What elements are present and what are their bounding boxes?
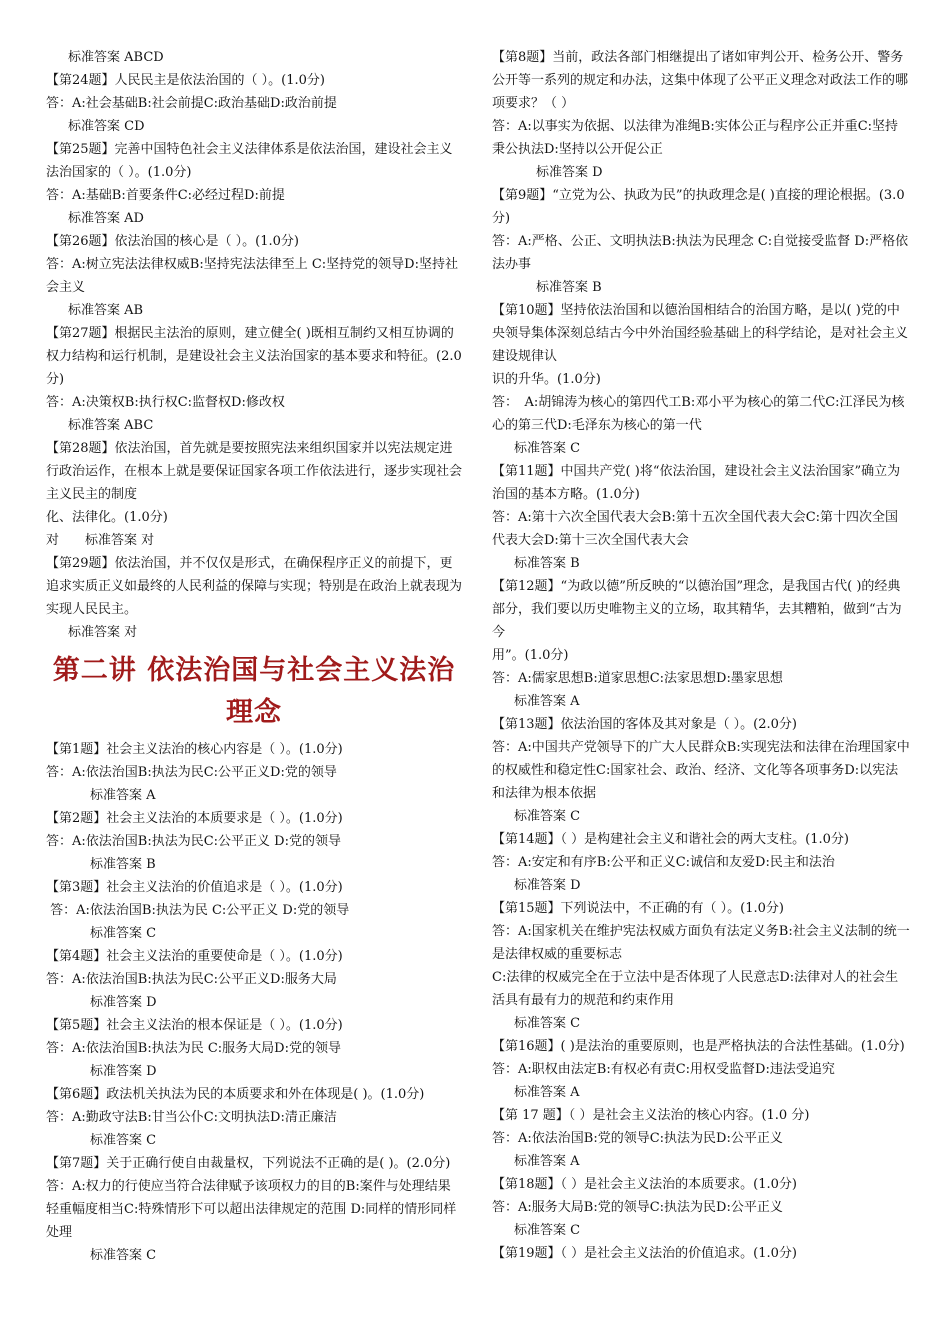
question-line: 【第12题】“为政以德”所反映的“以德治国”理念，是我国古代( )的经典部分，我们要以历史唯物主义的立场，取其精华，去其糟粕，做到“古为今 [492,579,902,640]
question-line: 答：A:依法治国B:执法为民C:公平正义D:服务大局 [46,972,337,987]
question-line: 答：A:依法治国B:党的领导C:执法为民D:公平正义 [492,1131,783,1146]
question-line: 【第13题】依法治国的客体及其对象是（ ）。(2.0分) [492,717,797,732]
question-line: 答：A:安定和有序B:公平和正义C:诚信和友爱D:民主和法治 [492,855,835,870]
answer-line: 标准答案 C [514,1223,581,1238]
question-line: 【第7题】关于正确行使自由裁量权，下列说法不正确的是( )。(2.0分) [46,1156,451,1171]
question-line: 答：A:勤政守法B:甘当公仆C:文明执法D:清正廉洁 [46,1110,337,1125]
question-line: 【第28题】依法治国，首先就是要按照宪法来组织国家并以宪法规定进行政治运作，在根本上就是要保证国家各项工作依法进行，逐步实现社会主义民主的制度 [46,441,463,502]
question-line: 【第2题】社会主义法治的本质要求是（ ）。(1.0分) [46,811,343,826]
question-line: 【第1题】社会主义法治的核心内容是（ ）。(1.0分) [46,742,343,757]
answer-line: 标准答案 D [514,878,581,893]
question-line: 答：A:第十六次全国代表大会B:第十五次全国代表大会C:第十四次全国代表大会D:第十三次全国代表大会 [492,510,899,548]
question-line: 【第15题】下列说法中，不正确的有（ ）。(1.0分) [492,901,784,916]
answer-line: 标准答案 CD [68,119,145,134]
question-line: 【第26题】依法治国的核心是（ ）。(1.0分) [46,234,299,249]
question-line: 对 标准答案 对 [46,533,155,548]
left-question-block-2 [46,738,462,1267]
question-line: 【第29题】依法治国，并不仅仅是形式，在确保程序正义的前提下，更追求实质正义如最终的人民利益的保障与实现；特别是在政治上就表现为实现人民民主。 [46,556,463,617]
answer-line: 标准答案 D [536,165,603,180]
answer-line: 标准答案 AD [68,211,144,226]
question-line: 答：A:中国共产党领导下的广大人民群众B:实现宪法和法律在治理国家中的权威性和稳定性C:国家社会、政治、经济、文化等各项事务D:以宪法和法律为根本依据 [492,740,910,801]
section-heading: 第二讲 依法治国与社会主义法治理念 [52,655,456,728]
question-line: 【第27题】根据民主法治的原则，建立健全( )既相互制约又相互协调的权力结构和运行机制，是建设社会主义法治国家的基本要求和特征。(2.0分) [46,326,462,387]
question-line: 【第4题】社会主义法治的重要使命是（ ）。(1.0分) [46,949,343,964]
question-line: 答： A:胡锦涛为核心的第四代工B:邓小平为核心的第二代C:江泽民为核心的第三代D:毛泽东为核心的第一代 [492,395,905,433]
question-line: 答：A:依法治国B:执法为民C:公平正义D:党的领导 [46,765,337,780]
question-line: 【第8题】当前，政法各部门相继提出了诸如审判公开、检务公开、警务公开等一系列的规定和办法，这集中体现了公平正义理念对政法工作的哪项要求？（ ） [492,50,909,111]
question-line: 【第11题】中国共产党( )将“依法治国，建设社会主义法治国家”确立为治国的基本方略。(1.0分) [492,464,901,502]
question-line: 【第14题】（ ）是构建社会主义和谐社会的两大支柱。(1.0分) [492,832,849,847]
question-line: 【第3题】社会主义法治的价值追求是（ ）。(1.0分) [46,880,343,895]
answer-line: 标准答案 ABCD [68,50,164,65]
question-line: 【第19题】（ ）是社会主义法治的价值追求。(1.0分) [492,1246,797,1261]
question-line: 【第25题】完善中国特色社会主义法律体系是依法治国，建设社会主义法治国家的（ ）。(1.0分) [46,142,453,180]
question-line: 答：A:职权由法定B:有权必有责C:用权受监督D:违法受追究 [492,1062,835,1077]
answer-line: 标准答案 D [90,1064,157,1079]
question-line: 答：A:儒家思想B:道家思想C:法家思想D:墨家思想 [492,671,783,686]
question-line: 答：A:决策权B:执行权C:监督权D:修改权 [46,395,285,410]
question-line: 答：A:树立宪法法律权威B:坚持宪法法律至上 C:坚持党的领导D:坚持社会主义 [46,257,458,295]
answer-line: 标准答案 C [90,1248,157,1263]
answer-line: 标准答案 C [514,441,581,456]
question-line: 答：A:以事实为依据、以法律为准绳B:实体公正与程序公正并重C:坚持秉公执法D:坚持以公开促公正 [492,119,899,157]
answer-line: 标准答案 B [514,556,580,571]
right-column [492,46,910,1265]
question-line: 答：A:依法治国B:执法为民C:公平正义 D:党的领导 [46,834,341,849]
question-line: 【第6题】政法机关执法为民的本质要求和外在体现是( )。(1.0分) [46,1087,425,1102]
answer-line: 标准答案 A [90,788,156,803]
question-line: 答：A:严格、公正、文明执法B:执法为民理念 C:自觉接受监督 D:严格依法办事 [492,234,909,272]
question-line: 【第10题】坚持依法治国和以德治国相结合的治国方略，是以( )党的中央领导集体深刻总结古今中外治国经验基础上的科学结论，是对社会主义建设规律认 [492,303,909,364]
question-line: 答：A:服务大局B:党的领导C:执法为民D:公平正义 [492,1200,783,1215]
left-column [46,46,462,1267]
question-line: 识的升华。(1.0分) [492,372,601,387]
answer-line: 标准答案 A [514,1154,580,1169]
question-line: 答：A:社会基础B:社会前提C:政治基础D:政治前提 [46,96,337,111]
question-line: 【第5题】社会主义法治的根本保证是（ ）。(1.0分) [46,1018,343,1033]
answer-line: 标准答案 B [536,280,602,295]
answer-line: 标准答案 B [90,857,156,872]
question-line: 用”。(1.0分) [492,648,569,663]
question-line: 答：A:基础B:首要条件C:必经过程D:前提 [46,188,285,203]
answer-line: 标准答案 C [514,809,581,824]
question-line: 【第9题】“立党为公、执政为民”的执政理念是( )直接的理论根据。(3.0分) [492,188,905,226]
answer-line: 标准答案 AB [68,303,144,318]
answer-line: 标准答案 A [514,1085,580,1100]
question-line: 【第18题】（ ）是社会主义法治的本质要求。(1.0分) [492,1177,797,1192]
answer-line: 标准答案 C [514,1016,581,1031]
left-question-block [46,46,462,644]
question-line: 答：A:国家机关在维护宪法权威方面负有法定义务B:社会主义法制的统一是法律权威的重要标志 [492,924,910,962]
question-line: 【第 17 题】（ ）是社会主义法治的核心内容。(1.0 分) [492,1108,810,1123]
question-line: 答：A:依法治国B:执法为民 C:公平正义 D:党的领导 [46,903,350,918]
right-question-block [492,46,910,1265]
answer-line: 标准答案 C [90,1133,157,1148]
question-line: C:法律的权威完全在于立法中是否体现了人民意志D:法律对人的社会生活具有最有力的规范和约束作用 [492,970,899,1008]
answer-line: 标准答案 ABC [68,418,154,433]
answer-line: 标准答案 A [514,694,580,709]
question-line: 【第16题】( )是法治的重要原则，也是严格执法的合法性基础。(1.0分) [492,1039,905,1054]
answer-line: 标准答案 D [90,995,157,1010]
question-line: 化、法律化。(1.0分) [46,510,168,525]
answer-line: 标准答案 C [90,926,157,941]
question-line: 答：A:依法治国B:执法为民 C:服务大局D:党的领导 [46,1041,341,1056]
question-line: 【第24题】人民民主是依法治国的（ ）。(1.0分) [46,73,325,88]
answer-line: 标准答案 对 [68,625,138,640]
question-line: 答：A:权力的行使应当符合法律赋予该项权力的目的B:案件与处理结果轻重幅度相当C:特殊情形下可以超出法律规定的范围 D:同样的情形同样处理 [46,1179,457,1240]
